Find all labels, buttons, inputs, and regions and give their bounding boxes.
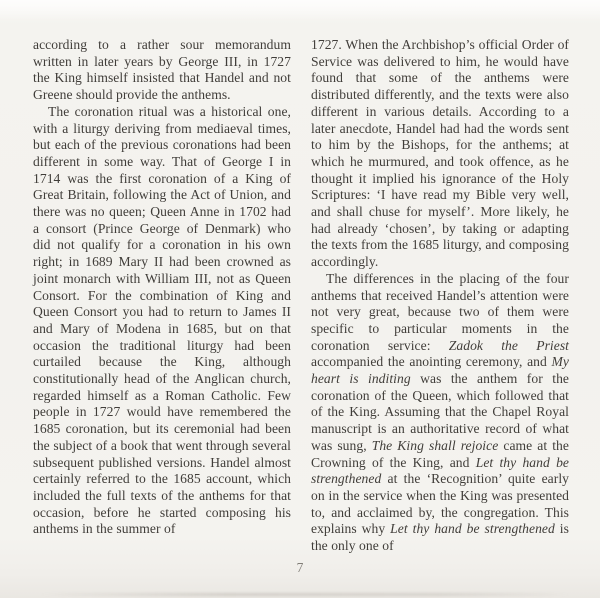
body-text-run: The coronation ritual was a historical one, with a liturgy deriving from mediaeval times, but each of the previous coronations had been different in some way. That of George I in 1714 was the first coronation of a King of Great Britain, following the Act of Union, and there was no queen; Queen Anne in 1702 had a consort (Prince George of Denmark) who did not qualify for a coronation in his own right; in 1689 Mary II had been crowned as joint monarch with William III, not as Queen Consort. For the combination of King and Queen Consort you had to return to James II and Mary of Modena in 1685, but on that occasion the traditional liturgy had been curtailed because the King, although constitutionally head of the Anglican church, regarded himself as a Roman Catholic. Few people in 1727 would have remembered the 1685 coronation, but its ceremonial had been the subject of a book that went through several subsequent published versions. Handel almost certainly referred to the 1685 account, which included the full texts of the anthems for that occasion, before he started composing his anthems in the summer of — [33, 103, 291, 537]
body-text-run: 1727. When the Archbishop’s official Order of Service was delivered to him, he would have found that some of the anthems were distributed differently, and the texts were also different in various details. According to a later anecdote, Handel had had the words sent to him by the Bishops, for the anthems; at which he murmured, and took offence, as he thought it implied his ignorance of the Holy Scriptures: ‘I have read my Bible very well, and shall chuse for myself’. More likely, he had already ‘chosen’, by taking or adapting the texts from the 1685 liturgy, and composing accordingly. — [311, 37, 569, 270]
text-column-right — [311, 37, 569, 555]
anthem-title-italic: My heart is inditing — [311, 354, 569, 387]
text-columns — [33, 37, 570, 555]
body-text-run: The differences in the placing of the four anthems that received Handel’s attention were not very great, because two of them were specific to particular moments in the coronation service: — [311, 270, 569, 353]
anthem-title-italic: Zadok the Priest — [448, 337, 569, 353]
paragraph — [33, 104, 291, 538]
text-column-left — [33, 37, 291, 555]
page-top-highlight — [0, 0, 600, 20]
anthem-title-italic: Let thy hand be strengthened — [390, 521, 555, 537]
paragraph — [311, 37, 569, 271]
body-text-run: accompanied the anointing ceremony, and — [311, 354, 552, 370]
anthem-title-italic: Let thy hand be strengthened — [311, 454, 569, 487]
anthem-title-italic: The King shall rejoice — [371, 437, 499, 453]
body-text-run: according to a rather sour memorandum written in later years by George III, in 1727 the King himself insisted that Handel and not Greene should provide the anthems. — [33, 37, 291, 103]
body-text-run: at the ‘Recognition’ quite early on in the service when the King was presented to, and acclaimed by, the congregation. This explains why — [311, 471, 569, 537]
body-text-run: was the anthem for the coronation of the Queen, which followed that of the King. Assuming that the Chapel Royal manuscript is an authoritative record of what was sung, — [311, 371, 570, 453]
page-number: 7 — [296, 560, 304, 575]
page-bottom-shadow — [40, 593, 570, 596]
body-text-run: is the only one of — [311, 521, 569, 554]
paragraph — [311, 271, 569, 555]
paragraph — [33, 37, 291, 104]
body-text-run: came at the Crowning of the King, and — [311, 437, 569, 470]
